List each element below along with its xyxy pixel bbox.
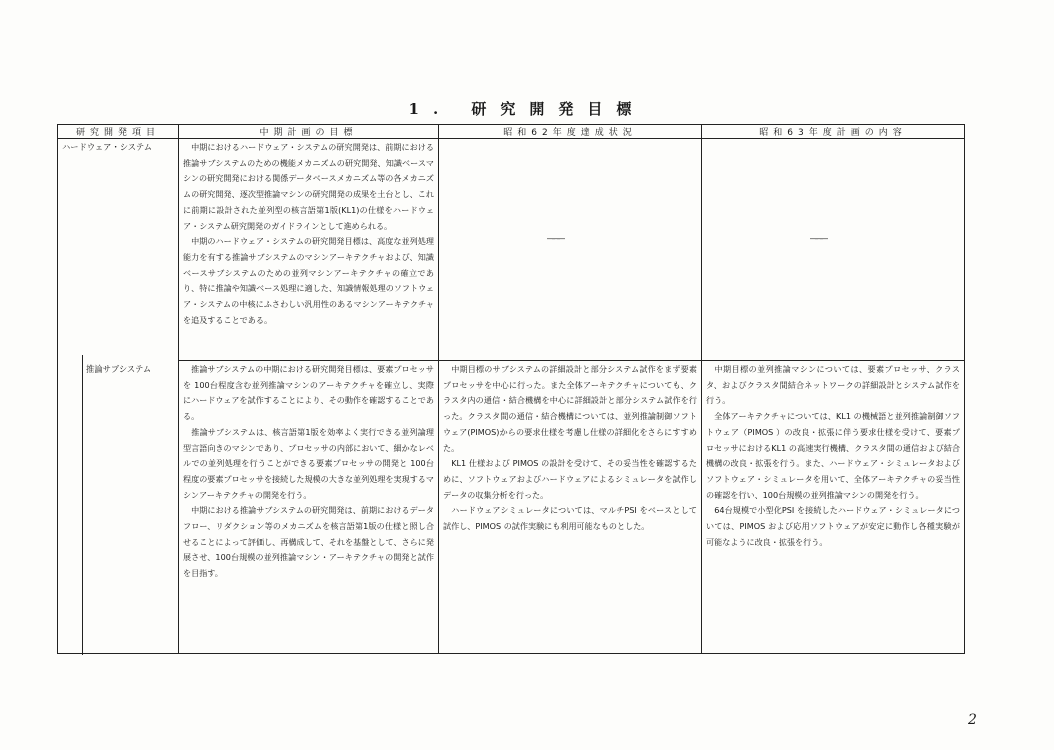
- sub-item-divider: [82, 355, 83, 655]
- goal-text-inference: 推論サブシステムの中期における研究開発目標は、要素プロセッサを 100台程度含む並列推論マシンのアーキテクチャを確立し、実際にハードウェアを試作することにより、その動作を確認することである。 推論サブシステムは、核言語第1版を効率よく実行できる並列論理型言語向きのマシンであり、プロセッサの内部において、細かなレベルでの並列処理を行うことができる要素プロセッサの開発と 100台程度の要素プロセッサを接続した規模の大きな並列処理を実現するマシンアーキテクチャの開発を行う。 中期における推論サブシステムの研究開発は、前期におけるデータフロー、リダクション等のメカニズムを核言語第1版の仕様と照し合せることによって評価し、再構成して、それを基盤として、さらに発展させ、100台規模の並列推論マシン・アーキテクチャの開発と試作を目指す。: [183, 364, 434, 579]
- column-header-status-s62: 昭和62年度達成状況: [439, 125, 702, 139]
- plan-text-inference: 中期目標の並列推論マシンについては、要素プロセッサ、クラスタ、およびクラスタ間結合ネットワークの詳細設計とシステム試作を行う。 全体アーキテクチャについては、KL1 の機械語と並列推論制御ソフトウェア（PIMOS ）の改良・拡張に伴う要求仕様を受けて、要素プロセッサにおけるKL1 の高速実行機構、クラスタ間の通信および結合機構の改良・拡張を行う。また、ハードウェア・シミュレータおよびソフトウェア・シミュレータを用いて、全体アーキテクチャの妥当性の確認を行い、100台規模の並列推論マシンの開発を行う。 64台規模で小型化PSI を接続したハードウェア・シミュレータについては、PIMOS および応用ソフトウェアが安定に動作し各種実験が可能なように改良・拡張を行う。: [706, 364, 960, 547]
- plan-cell: [702, 361, 965, 654]
- goal-cell: [179, 139, 439, 361]
- column-header-plan-s63: 昭和63年度計画の内容: [702, 125, 965, 139]
- page-title: 1. 研究開発目標: [408, 100, 646, 118]
- page-number: 2: [968, 712, 977, 728]
- empty-dash-status: ―――: [547, 234, 562, 243]
- goal-cell: [179, 361, 439, 654]
- goal-text-hardware: 中期におけるハードウェア・システムの研究開発は、前期における推論サブシステムのための機能メカニズムの研究開発、知識ベースマシンの研究開発における関係データベースメカニズム等の各メカニズムの研究開発、逐次型推論マシンの研究開発の成果を土台とし、これに前期に設計された並列型の核言語第1版(KL1)の仕様をハードウェア・システム研究開発のガイドラインとして進められる。 中期のハードウェア・システムの研究開発目標は、高度な並列処理能力を有する推論サブシステムのマシンアーキテクチャおよび、知識ベースサブシステムのための並列マシンアーキテクチャの確立であり、特に推論や知識ベース処理に適した、知識情報処理のソフトウェア・システムの中核にふさわしい汎用性のあるマシンアーキテクチャを追及することである。: [183, 142, 434, 325]
- item-cell: [58, 361, 179, 654]
- status-text-inference: 中期目標のサブシステムの詳細設計と部分システム試作をまず要素プロセッサを中心に行った。また全体アーキテクチャについても、クラスタ内の通信・結合機構を中心に詳細設計と部分システム試作を行った。クラスタ間の通信・結合機構については、並列推論制御ソフトウェア(PIMOS)からの要求仕様を考慮し仕様の詳細化をさらにすすめた。 KL1 仕様および PIMOS の設計を受けて、その妥当性を確認するために、ソフトウェアおよびハードウェアによるシミュレータを試作しデータの収集分析を行った。 ハードウェアシミュレータについては、マルチPSI をベースとして試作し、PIMOS の試作実験にも利用可能なものとした。: [443, 364, 697, 532]
- column-header-item: 研究開発項目: [58, 125, 179, 139]
- status-cell: [439, 361, 702, 654]
- research-goals-table: [57, 124, 965, 654]
- plan-cell: [702, 139, 965, 361]
- item-label-hardware: ハードウェア・システム: [62, 142, 153, 152]
- table-row: [58, 139, 965, 361]
- item-cell: [58, 139, 179, 361]
- table-row: [58, 361, 965, 654]
- status-cell: [439, 139, 702, 361]
- empty-dash-plan: ―――: [810, 234, 825, 243]
- column-header-goal: 中期計画の目標: [179, 125, 439, 139]
- table-header-row: [58, 125, 965, 139]
- item-label-inference: 推論サブシステム: [86, 363, 152, 374]
